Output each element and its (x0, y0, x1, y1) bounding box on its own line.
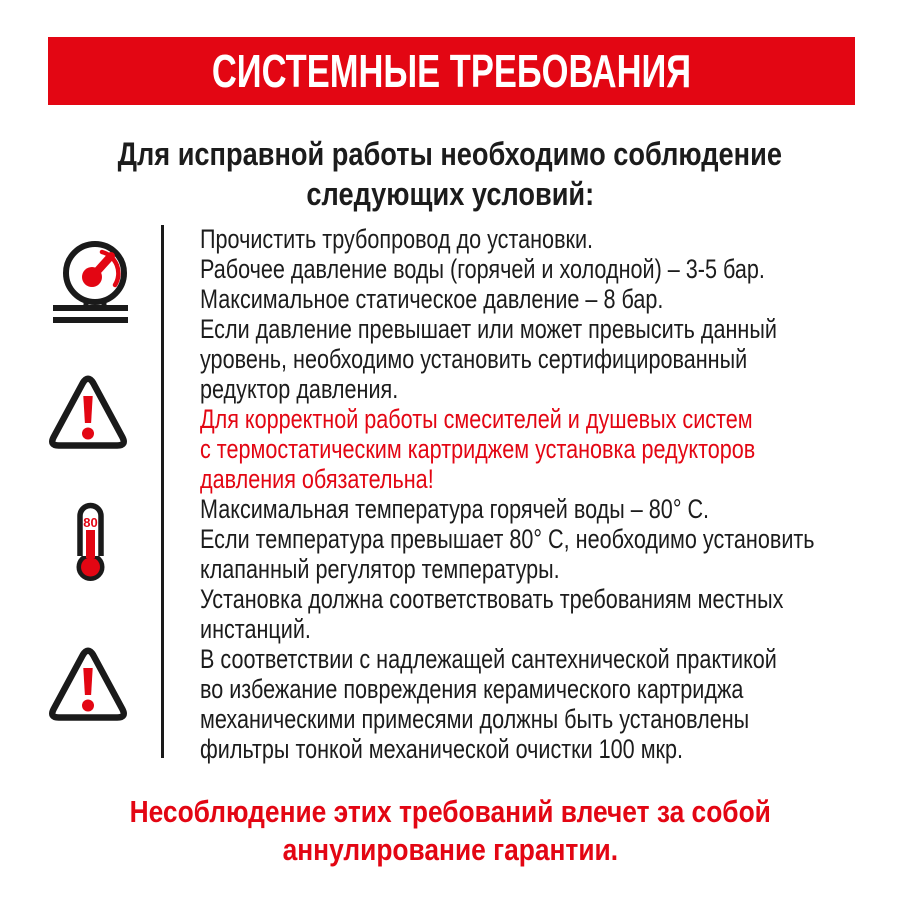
requirement-line: В соответствии с надлежащей сантехнической практикой (200, 644, 777, 674)
intro-heading (0, 134, 900, 214)
intro-heading-line-2: следующих условий: (306, 176, 594, 212)
requirement-line: уровень, необходимо установить сертифицированный (200, 344, 748, 374)
pressure-gauge-icon (52, 238, 129, 328)
requirement-line: инстанций. (200, 614, 311, 644)
requirement-line: клапанный регулятор температуры. (200, 554, 560, 584)
requirement-line: фильтры тонкой механической очистки 100 мкр. (200, 734, 684, 764)
warning-triangle-icon (48, 373, 128, 457)
requirement-line: Рабочее давление воды (горячей и холодной) – 3-5 бар. (200, 254, 765, 284)
title-banner (48, 37, 855, 105)
warranty-warning (0, 793, 900, 869)
requirement-line: Установка должна соответствовать требованиям местных (200, 584, 784, 614)
requirement-line: Для корректной работы смесителей и душевых систем (200, 404, 753, 434)
page-title: СИСТЕМНЫЕ ТРЕБОВАНИЯ (211, 45, 692, 97)
warranty-warning-line-2: аннулирование гарантии. (282, 832, 618, 867)
intro-heading-line-1: Для исправной работы необходимо соблюдение (117, 136, 783, 172)
requirement-line: Если давление превышает или может превысить данный (200, 314, 777, 344)
requirements-text (200, 224, 880, 764)
requirement-line: Максимальное статическое давление – 8 бар. (200, 284, 664, 314)
requirement-line: Если температура превышает 80° С, необходимо установить (200, 524, 815, 554)
requirement-line: давления обязательна! (200, 464, 434, 494)
thermometer-label: 80 (83, 515, 98, 530)
requirement-line: механическими примесями должны быть установлены (200, 704, 750, 734)
requirement-line: редуктор давления. (200, 374, 399, 404)
requirement-line: во избежание повреждения керамического картриджа (200, 674, 744, 704)
vertical-divider (161, 225, 164, 758)
requirement-line: Прочистить трубопровод до установки. (200, 224, 594, 254)
warning-triangle-icon (48, 645, 128, 729)
warranty-warning-line-1: Несоблюдение этих требований влечет за собой (129, 794, 771, 829)
thermometer-icon (64, 500, 112, 589)
requirement-line: Максимальная температура горячей воды – 80° С. (200, 494, 710, 524)
requirement-line: с термостатическим картриджем установка редукторов (200, 434, 756, 464)
